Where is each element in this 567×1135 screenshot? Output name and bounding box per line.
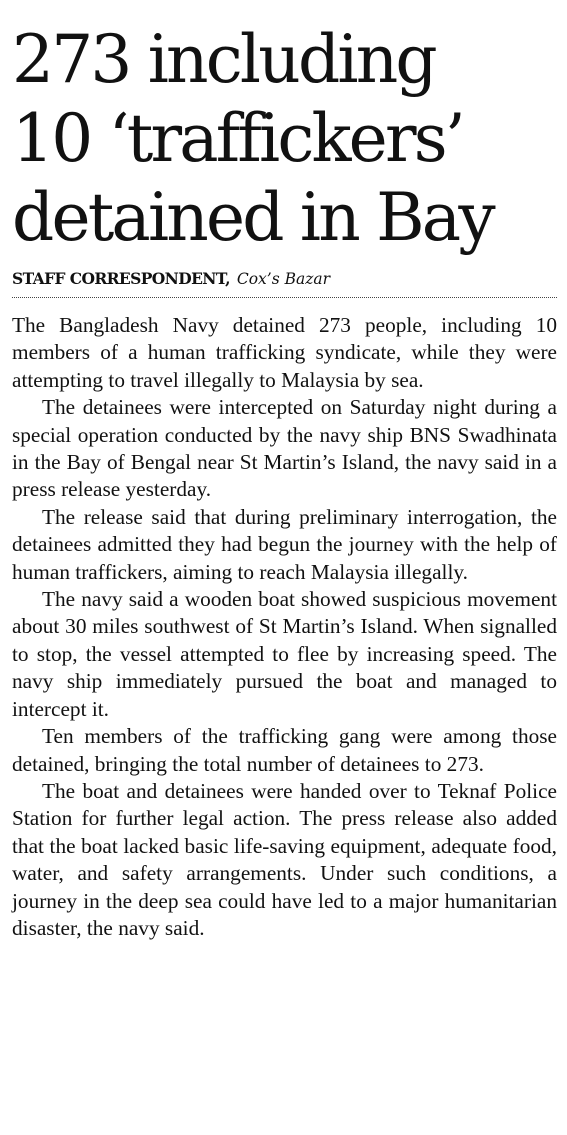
paragraph-3: The release said that during preliminary interrogation, the detainees admitted they had begun the journey with the help of human traffickers, aiming to reach Malaysia illegally. xyxy=(12,504,557,584)
paragraph-1: The Bangladesh Navy detained 273 people, including 10 members of a human trafficking syndicate, while they were attempting to travel illegally to Malaysia by sea. xyxy=(12,313,557,392)
paragraph-4: The navy said a wooden boat showed suspicious movement about 30 miles southwest of St Martin’s Island. When signalled to stop, the vessel attempted to flee by increasing speed. The navy ship immediately pursued the boat and managed to intercept it. xyxy=(12,587,557,721)
dotted-divider xyxy=(12,297,557,298)
article-body xyxy=(12,312,557,942)
paragraph-6: The boat and detainees were handed over to Teknaf Police Station for further legal action. The press release also added that the boat lacked basic life-saving equipment, adequate food, water, and safety arrangements. Under such conditions, a journey in the deep sea could have led to a major humanitarian disaster, the navy said. xyxy=(12,778,557,940)
paragraph-5: Ten members of the trafficking gang were among those detained, bringing the total number of detainees to 273. xyxy=(12,724,557,776)
byline-location: Cox’s Bazar xyxy=(236,270,331,288)
news-article xyxy=(12,20,557,942)
paragraph-2: The detainees were intercepted on Saturday night during a special operation conducted by the navy ship BNS Swadhinata in the Bay of Bengal near St Martin’s Island, the navy said in a press release yesterday. xyxy=(12,395,557,502)
headline-line-2: 10 ‘traffickers’ xyxy=(12,100,463,177)
headline xyxy=(12,20,557,257)
byline xyxy=(12,269,557,289)
headline-line-3: detained in Bay xyxy=(12,179,493,256)
byline-author: STAFF CORRESPONDENT, xyxy=(12,269,230,288)
headline-line-1: 273 including xyxy=(12,21,435,98)
